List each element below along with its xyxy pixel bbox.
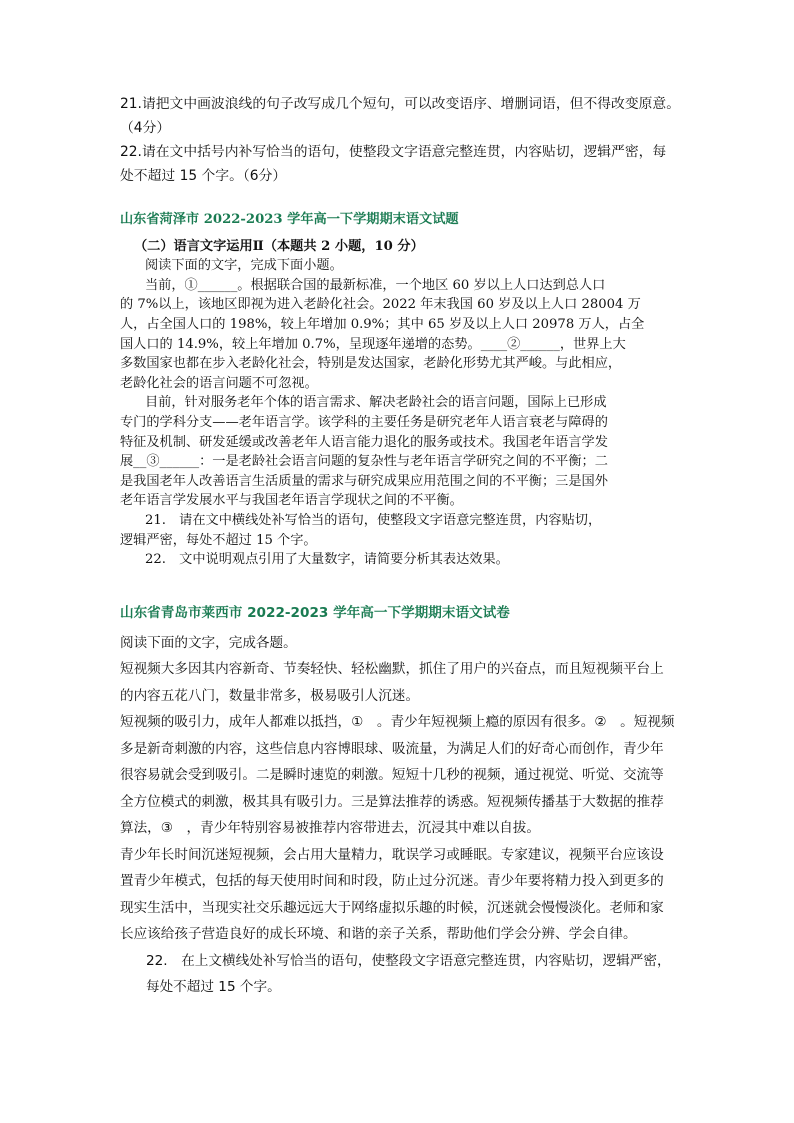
passage-line: 算法，③ ，青少年特别容易被推荐内容带进去，沉浸其中难以自拔。 <box>120 820 540 836</box>
passage-line: 老龄化社会的语言问题不可忽视。 <box>120 375 318 391</box>
section-source-title: 山东省菏泽市 2022-2023 学年高一下学期期末语文试题 <box>120 212 459 227</box>
section-source-title: 山东省青岛市莱西市 2022-2023 学年高一下学期期末语文试卷 <box>120 605 510 621</box>
question-line: 21. 请在文中横线处补写恰当的语句，使整段文字语意完整连贯，内容贴切， <box>145 512 602 528</box>
passage-line: 国人口的 14.9%，较上年增加 0.7%，呈现逐年递增的态势。____②______，世界上大 <box>120 336 626 352</box>
passage-line: 青少年长时间沉迷短视频，会占用大量精力，耽误学习或睡眠。专家建议，视频平台应该设 <box>120 846 664 863</box>
passage-line: 特征及机制、研发延缓或改善老年人语言能力退化的服务或技术。我国老年语言学发 <box>120 434 608 450</box>
passage-line: 全方位模式的刺激，极其具有吸引力。三是算法推荐的诱惑。短视频传播基于大数据的推荐 <box>120 793 664 810</box>
section-heading: （二）语言文字运用Ⅱ（本题共 2 小题，10 分） <box>134 238 424 254</box>
passage-line: 置青少年模式，包括的每天使用时间和时段，防止过分沉迷。青少年要将精力投入到更多的 <box>120 873 664 889</box>
passage-line: 长应该给孩子营造良好的成长环境、和谐的亲子关系，帮助他们学会分辨、学会自律。 <box>120 926 637 942</box>
passage-line: 老年语言学发展水平与我国老年语言学现状之间的不平衡。 <box>120 493 463 509</box>
instruction-line: 阅读下面的文字，完成各题。 <box>120 634 297 651</box>
question-21-score: （4分） <box>120 120 171 136</box>
question-line: 22. 在上文横线处补写恰当的语句，使整段文字语意完整连贯，内容贴切，逻辑严密， <box>146 952 671 969</box>
section-laixi <box>120 600 680 1001</box>
question-22-line: 22.请在文中括号内补写恰当的语句，使整段文字语意完整连贯，内容贴切，逻辑严密，每 <box>120 144 667 160</box>
passage-line: 专门的学科分支——老年语言学。该学科的主要任务是研究老年人语言衰老与障碍的 <box>120 414 608 430</box>
question-22-line-2: 处不超过 15 个字。（6分） <box>120 168 287 184</box>
passage-line: 多是新奇刺激的内容，这些信息内容博眼球、吸流量，为满足人们的好奇心而创作，青少年 <box>120 740 664 757</box>
section-heze <box>120 210 680 570</box>
passage-line: 多数国家也都在步入老龄化社会，特别是发达国家，老龄化形势尤其严峻。与此相应， <box>120 356 622 372</box>
passage-line: 现实生活中，当现实社交乐趣远远大于网络虚拟乐趣的时候，沉迷就会慢慢淡化。老师和家 <box>120 899 664 916</box>
question-21-line: 21.请把文中画波浪线的句子改写成几个短句，可以改变语序、增删词语，但不得改变原意。 <box>120 96 681 112</box>
passage-line: 很容易就会受到吸引。二是瞬时速览的刺激。短短十几秒的视频，通过视觉、听觉、交流等 <box>120 767 664 783</box>
passage-line: 展__③______：一是老龄社会语言问题的复杂性与老年语言学研究之间的不平衡；二 <box>120 454 608 470</box>
question-line: 每处不超过 15 个字。 <box>146 979 281 995</box>
passage-line: 是我国老年人改善语言生活质量的需求与研究成果应用范围之间的不平衡；三是国外 <box>120 473 608 489</box>
passage-line: 短视频大多因其内容新奇、节奏轻快、轻松幽默，抓住了用户的兴奋点，而且短视频平台上 <box>120 661 664 677</box>
passage-line: 的 7%以上，该地区即视为进入老龄化社会。2022 年末我国 60 岁及以上人口 28004 万 <box>120 297 641 313</box>
passage-line: 的内容五花八门，数量非常多，极易吸引人沉迷。 <box>120 687 420 704</box>
passage-line: 人，占全国人口的 198%，较上年增加 0.9%；其中 65 岁及以上人口 20978 万人，占全 <box>120 316 645 332</box>
passage-line: 短视频的吸引力，成年人都难以抵挡，① 。青少年短视频上瘾的原因有很多。② 。短视频 <box>120 714 675 730</box>
top-questions <box>120 92 680 188</box>
question-line: 逻辑严密，每处不超过 15 个字。 <box>120 532 317 548</box>
passage-line: 当前，①______。根据联合国的最新标准，一个地区 60 岁以上人口达到总人口 <box>145 277 606 293</box>
instruction-line: 阅读下面的文字，完成下面小题。 <box>145 258 343 274</box>
passage-line: 目前，针对服务老年个体的语言需求、解决老龄社会的语言问题，国际上已形成 <box>145 395 607 411</box>
question-line: 22. 文中说明观点引用了大量数字，请简要分析其表达效果。 <box>145 552 509 568</box>
